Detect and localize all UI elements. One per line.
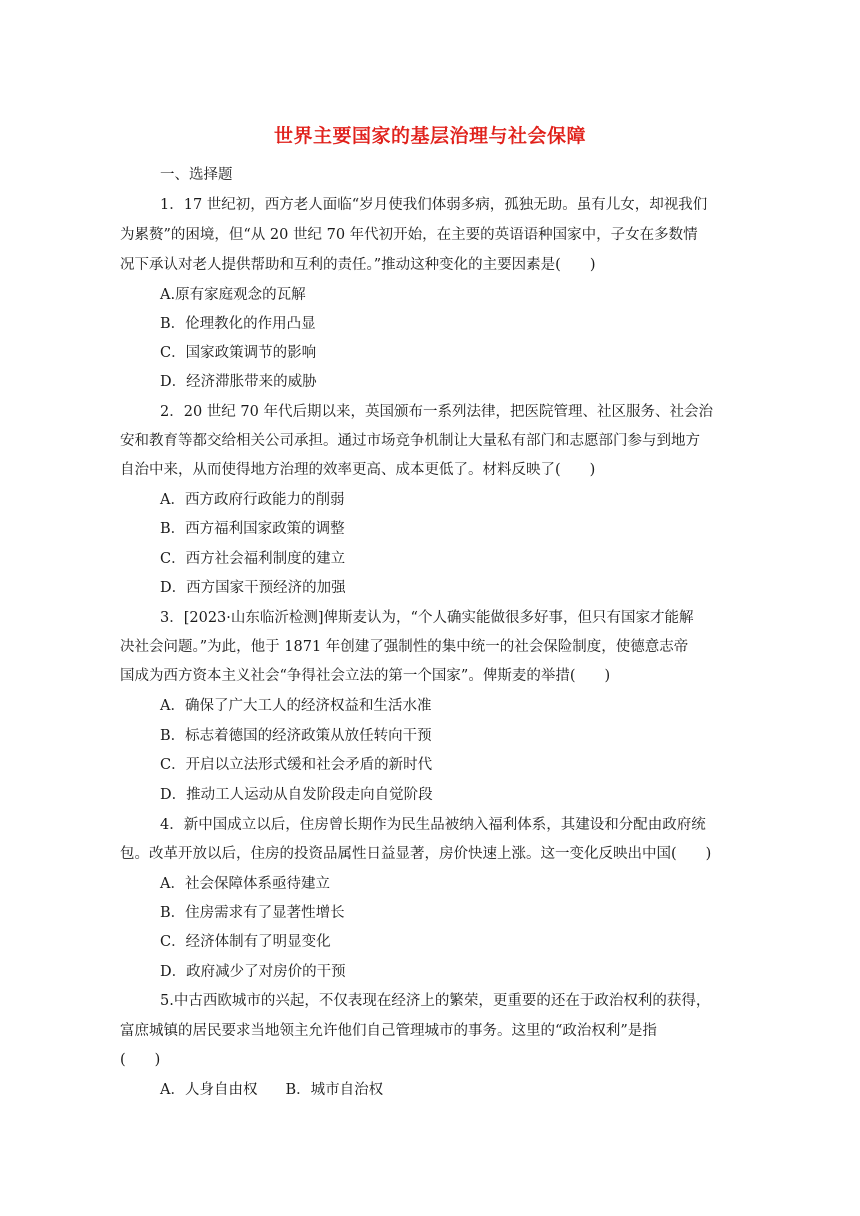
question-2-option-d: D．西方国家干预经济的加强 (160, 580, 346, 596)
question-2-option-b: B．西方福利国家政策的调整 (160, 521, 345, 537)
section-heading: 一、选择题 (160, 167, 233, 183)
question-3-text-line-1: 3．[2023·山东临沂检测]俾斯麦认为，“个人确实能做很多好事，但只有国家才能解 (160, 610, 694, 626)
question-1-option-d: D．经济滞胀带来的威胁 (160, 374, 317, 390)
question-1-text-line-1: 1．17 世纪初，西方老人面临“岁月使我们体弱多病，孤独无助。虽有儿女，却视我们 (160, 197, 708, 213)
question-5-text-line-1: 5.中古西欧城市的兴起，不仅表现在经济上的繁荣，更重要的还在于政治权利的获得， (160, 993, 711, 1009)
question-1-option-b: B．伦理教化的作用凸显 (160, 316, 316, 332)
question-5-option-b: B．城市自治权 (285, 1082, 384, 1098)
question-4-option-a: A．社会保障体系亟待建立 (160, 876, 330, 892)
question-3-text-line-3: 国成为西方资本主义社会“争得社会立法的第一个国家”。俾斯麦的举措( ) (120, 668, 611, 684)
question-2-text-line-1: 2．20 世纪 70 年代后期以来，英国颁布一系列法律，把医院管理、社区服务、社会治 (160, 404, 713, 420)
question-3-option-d: D．推动工人运动从自发阶段走向自觉阶段 (160, 787, 433, 803)
question-3-option-c: C．开启以立法形式缓和社会矛盾的新时代 (160, 757, 433, 773)
question-1-option-c: C．国家政策调节的影响 (160, 345, 317, 361)
question-2-text-line-3: 自治中来，从而使得地方治理的效率更高、成本更低了。材料反映了( ) (120, 462, 596, 478)
question-3-text-line-2: 决社会问题。”为此，他于 1871 年创建了强制性的集中统一的社会保险制度，使德意志帝 (120, 639, 689, 655)
question-4-text-line-1: 4．新中国成立以后，住房曾长期作为民生品被纳入福利体系，其建设和分配由政府统 (160, 817, 706, 833)
question-4-text-line-2: 包。改革开放以后，住房的投资品属性日益显著，房价快速上涨。这一变化反映出中国( ) (120, 846, 712, 862)
question-1-text-line-2: 为累赘”的困境，但“从 20 世纪 70 年代初开始，在主要的英语语种国家中，子女在多数情 (120, 227, 698, 243)
question-4-option-b: B．住房需求有了显著性增长 (160, 905, 345, 921)
question-5-text-line-2: 富庶城镇的居民要求当地领主允许他们自己管理城市的事务。这里的“政治权利”是指 (120, 1023, 657, 1039)
question-3-option-b: B．标志着德国的经济政策从放任转向干预 (160, 728, 432, 744)
question-4-option-c: C．经济体制有了明显变化 (160, 934, 331, 950)
question-5-option-a: A．人身自由权 (160, 1082, 258, 1098)
document-title: 世界主要国家的基层治理与社会保障 (273, 125, 586, 147)
question-2-text-line-2: 安和教育等都交给相关公司承担。通过市场竞争机制让大量私有部门和志愿部门参与到地方 (120, 433, 700, 449)
question-2-option-a: A．西方政府行政能力的削弱 (160, 492, 345, 508)
question-3-option-a: A．确保了广大工人的经济权益和生活水准 (160, 698, 432, 714)
question-4-option-d: D．政府减少了对房价的干预 (160, 964, 346, 980)
question-5-options-row (160, 1080, 383, 1100)
question-1-text-line-3: 况下承认对老人提供帮助和互利的责任。”推动这种变化的主要因素是( ) (120, 257, 596, 273)
question-2-option-c: C．西方社会福利制度的建立 (160, 551, 346, 567)
question-1-option-a: A.原有家庭观念的瓦解 (160, 287, 306, 303)
question-5-text-line-3: ( ) (120, 1052, 161, 1068)
